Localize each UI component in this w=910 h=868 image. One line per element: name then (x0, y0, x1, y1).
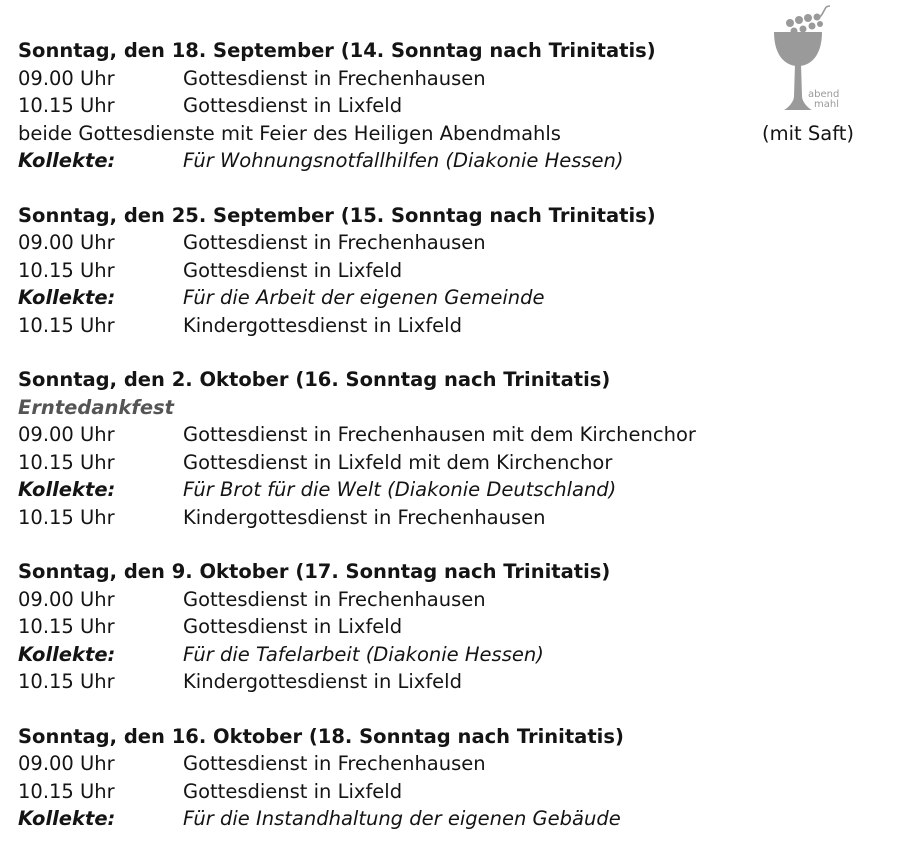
service-time: 09.00 Uhr (18, 423, 115, 446)
service-schedule (18, 37, 898, 860)
service-text: Gottesdienst in Frechenhausen (183, 66, 486, 90)
service-time: 10.15 Uhr (18, 505, 115, 529)
service-time: 10.15 Uhr (18, 450, 115, 474)
service-block (18, 366, 898, 531)
note-text: beide Gottesdienste mit Feier des Heiligen Abendmahls (18, 121, 561, 145)
logo-text-mahl: mahl (814, 99, 839, 110)
kollekte-label: Kollekte: (18, 807, 116, 830)
service-block (18, 37, 898, 175)
service-text: Gottesdienst in Lixfeld (183, 615, 403, 638)
service-time: 10.15 Uhr (18, 258, 115, 282)
kollekte-label: Kollekte: (18, 286, 116, 309)
service-time: 10.15 Uhr (18, 670, 115, 693)
service-entry (18, 778, 898, 806)
service-text: Gottesdienst in Frechenhausen mit dem Kirchenchor (183, 423, 696, 446)
service-text: Gottesdienst in Frechenhausen (183, 752, 486, 775)
service-time: 09.00 Uhr (18, 231, 115, 254)
service-text: Kindergottesdienst in Frechenhausen (183, 505, 546, 529)
service-entry (18, 65, 898, 93)
service-block (18, 723, 898, 833)
kollekte-text: Für die Tafelarbeit (Diakonie Hessen) (183, 642, 544, 666)
service-entry (18, 668, 898, 696)
kollekte-text: Für die Arbeit der eigenen Gemeinde (183, 286, 545, 309)
logo-text-abend: abend (808, 89, 840, 100)
service-time: 09.00 Uhr (18, 752, 115, 775)
service-time: 09.00 Uhr (18, 587, 115, 611)
service-time: 10.15 Uhr (18, 313, 115, 337)
kollekte-row (18, 805, 898, 833)
service-entry (18, 750, 898, 778)
service-entry (18, 229, 898, 257)
service-entry (18, 613, 898, 641)
kollekte-text: Für die Instandhaltung der eigenen Gebäude (183, 807, 621, 830)
kollekte-row (18, 476, 898, 504)
service-text: Gottesdienst in Lixfeld (183, 779, 403, 803)
service-note (18, 120, 898, 148)
service-time: 09.00 Uhr (18, 66, 115, 90)
kollekte-row (18, 641, 898, 669)
service-entry (18, 504, 898, 532)
service-text: Gottesdienst in Lixfeld (183, 94, 403, 117)
kollekte-label: Kollekte: (18, 642, 116, 666)
service-text: Gottesdienst in Lixfeld mit dem Kirchenchor (183, 450, 613, 474)
service-block (18, 558, 898, 696)
note-right-text: (mit Saft) (762, 121, 854, 145)
service-entry (18, 586, 898, 614)
kollekte-label: Kollekte: (18, 478, 116, 501)
kollekte-text: Für Brot für die Welt (Diakonie Deutschland) (183, 478, 617, 501)
service-entry (18, 449, 898, 477)
service-time: 10.15 Uhr (18, 615, 115, 638)
service-heading: Sonntag, den 16. Oktober (18. Sonntag nach Trinitatis) (18, 724, 624, 748)
service-heading: Sonntag, den 2. Oktober (16. Sonntag nach Trinitatis) (18, 368, 611, 391)
service-time: 10.15 Uhr (18, 94, 115, 117)
service-heading: Sonntag, den 18. September (14. Sonntag nach Trinitatis) (18, 39, 656, 62)
service-entry (18, 421, 898, 449)
service-entry (18, 312, 898, 340)
service-text: Kindergottesdienst in Lixfeld (183, 670, 462, 693)
service-text: Gottesdienst in Lixfeld (183, 258, 403, 282)
service-text: Gottesdienst in Frechenhausen (183, 231, 486, 254)
service-subtitle: Erntedankfest (18, 395, 174, 419)
service-entry (18, 257, 898, 285)
kollekte-text: Für Wohnungsnotfallhilfen (Diakonie Hessen) (183, 149, 624, 172)
kollekte-row (18, 284, 898, 312)
kollekte-label: Kollekte: (18, 149, 116, 172)
service-heading: Sonntag, den 9. Oktober (17. Sonntag nach Trinitatis) (18, 560, 611, 583)
service-heading: Sonntag, den 25. September (15. Sonntag nach Trinitatis) (18, 203, 656, 227)
kollekte-row (18, 147, 898, 175)
service-time: 10.15 Uhr (18, 779, 115, 803)
service-entry (18, 92, 898, 120)
service-block (18, 202, 898, 340)
service-text: Gottesdienst in Frechenhausen (183, 587, 486, 611)
service-text: Kindergottesdienst in Lixfeld (183, 313, 462, 337)
